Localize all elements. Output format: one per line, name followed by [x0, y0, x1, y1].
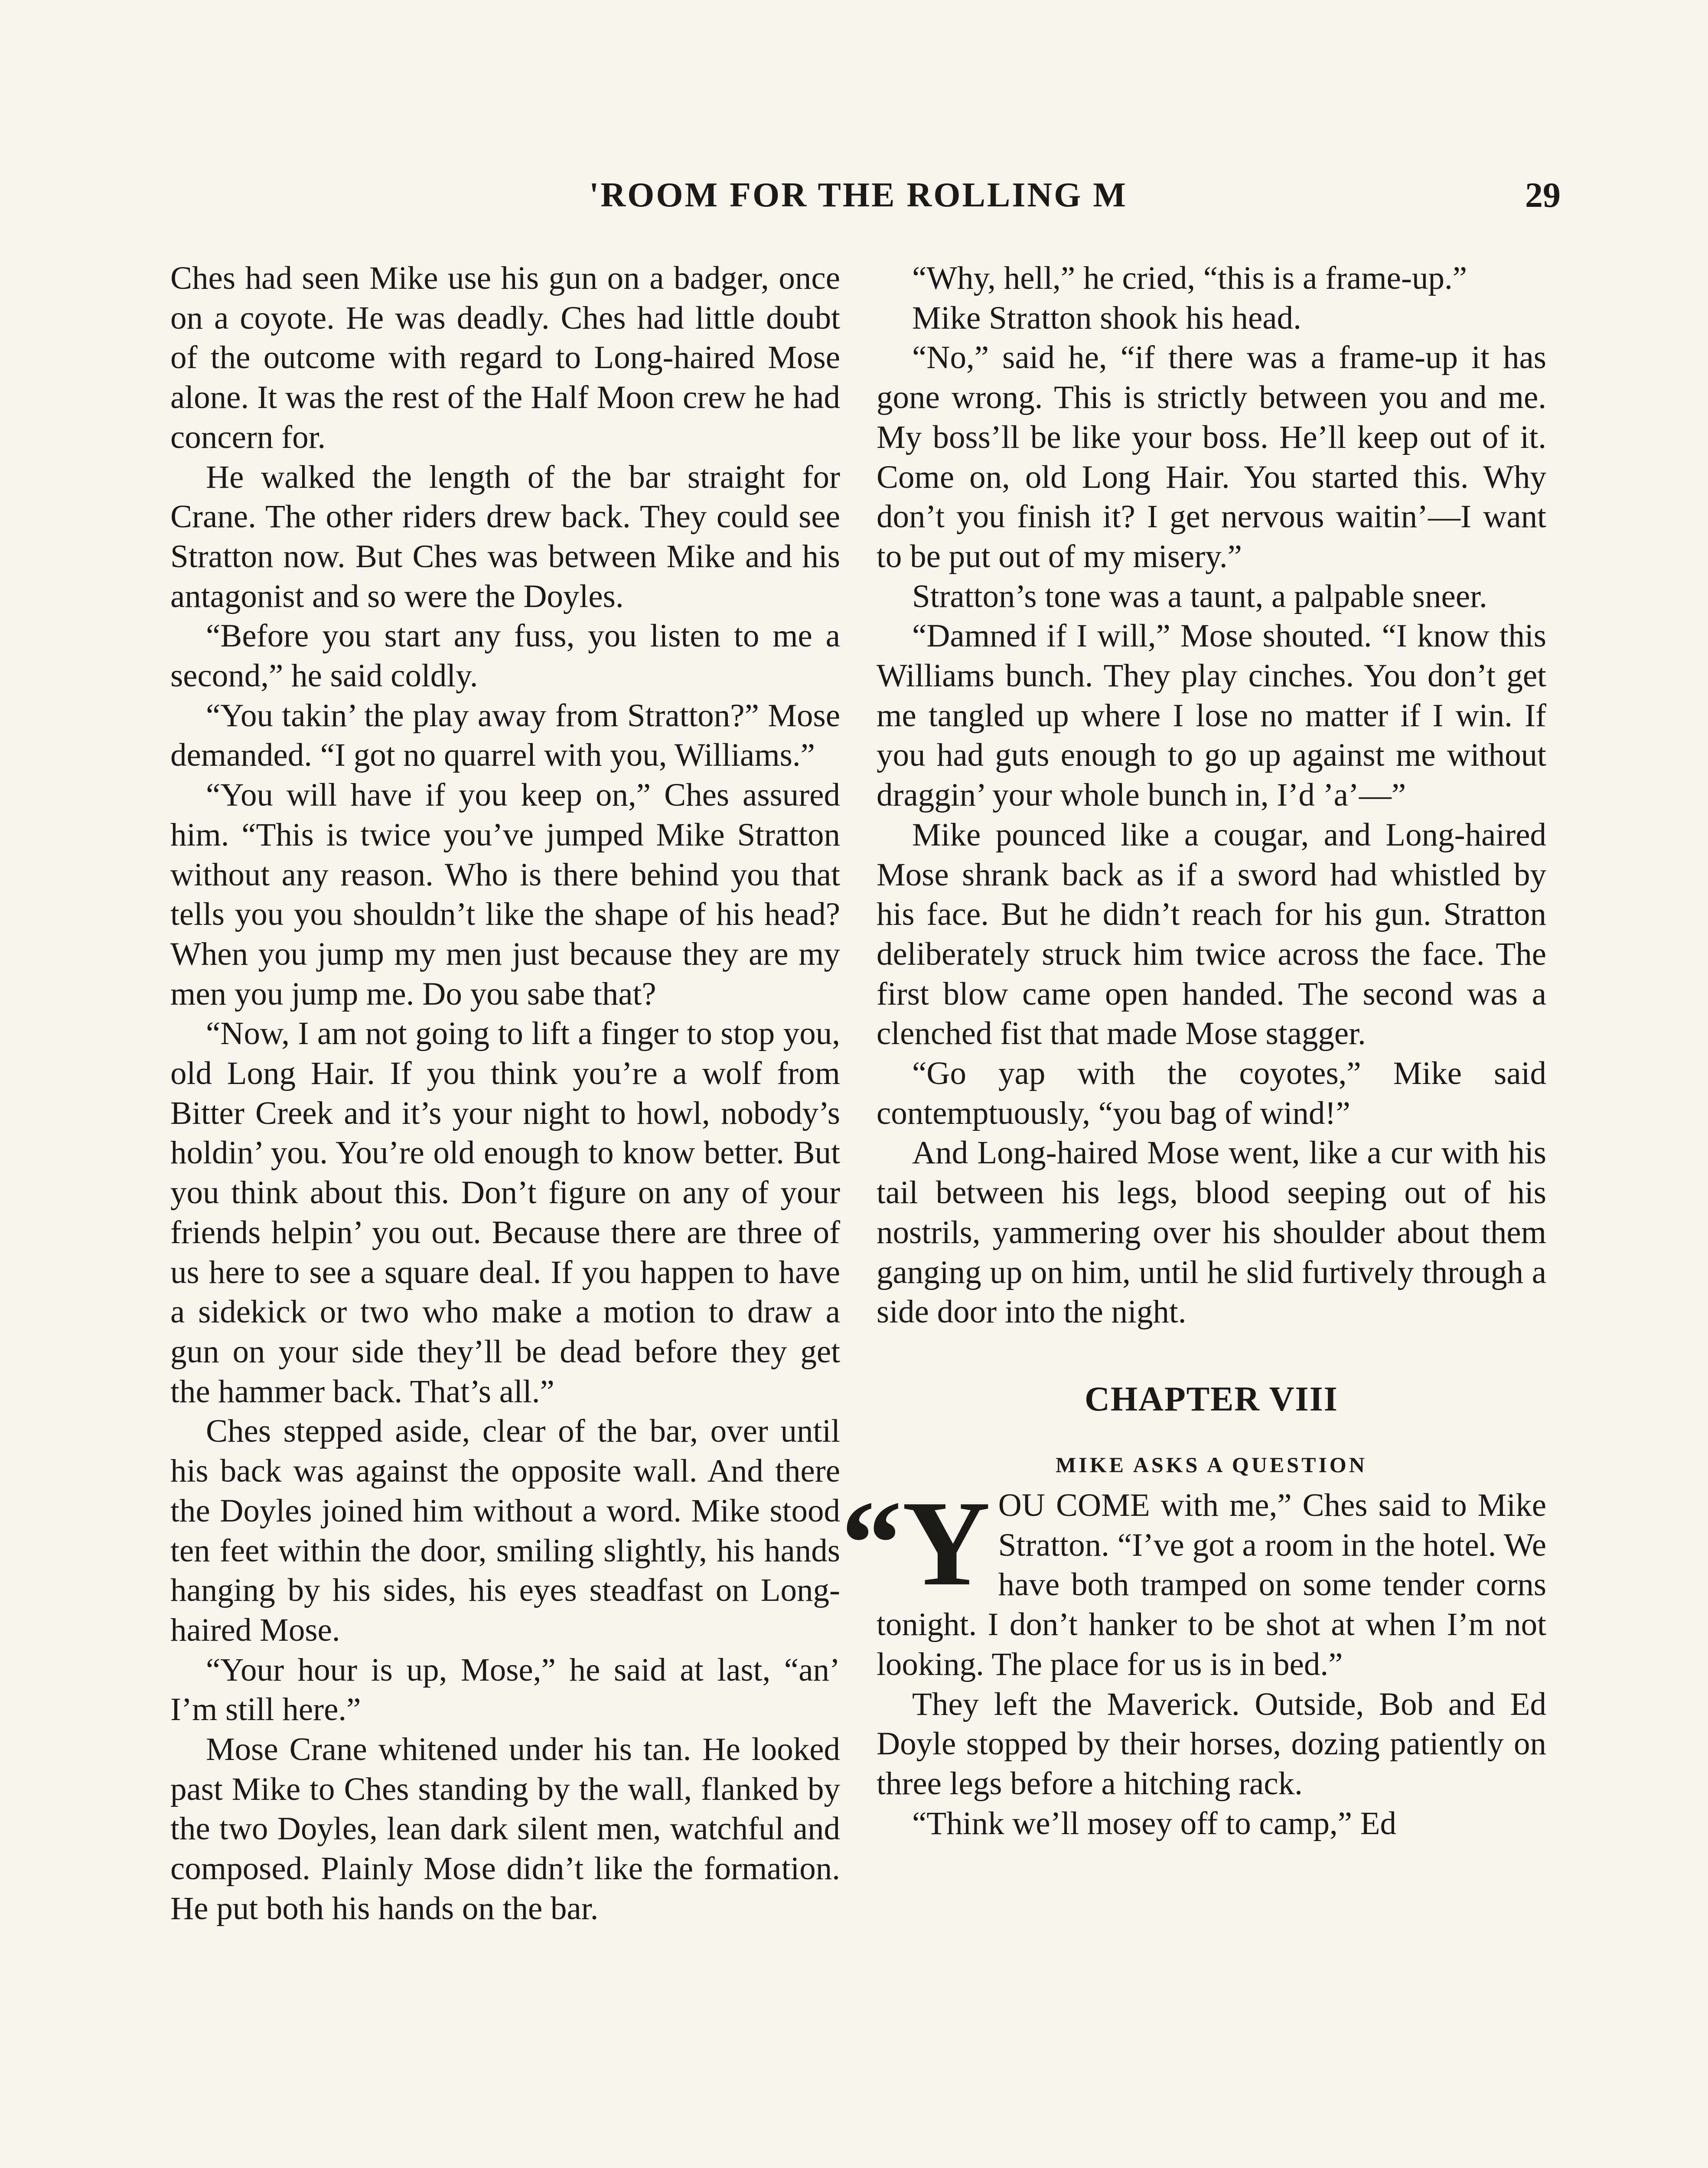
drop-cap	[841, 1475, 991, 1611]
chapter-opening-text: OU COME with me,” Ches said to Mike Stratton. “I’ve got a room in the hotel. We have both tramped on some tender corns tonight. I don’t hanker to be shot at when I’m not looking. The place for us is in bed.”	[877, 1487, 1546, 1682]
chapter-opening-paragraph	[841, 1475, 1546, 1685]
drop-cap-letter: Y	[902, 1475, 991, 1611]
paragraph: “You will have if you keep on,” Ches assured him. “This is twice you’ve jumped Mike Stratton without any reason. Who is there behind you that tells you you shouldn’t like the shape of his head? When you jump my men just because they are my men you jump me. Do you sabe that?	[170, 777, 840, 1012]
paragraph: Mose Crane whitened under his tan. He looked past Mike to Ches standing by the wall, flanked by the two Doyles, lean dark silent men, watchful and composed. Plainly Mose didn’t like the formation. He put both his hands on the bar.	[170, 1731, 840, 1926]
paragraph: “Damned if I will,” Mose shouted. “I know this Williams bunch. They play cinches. You don’t get me tangled up where I lose no matter if I win. If you had guts enough to go up against me without draggin’ your whole bunch in, I’d ’a’—”	[877, 618, 1546, 813]
paragraph: “Now, I am not going to lift a finger to stop you, old Long Hair. If you think you’re a wolf from Bitter Creek and it’s your night to howl, nobody’s holdin’ you. You’re old enough to know better. But you think about this. Don’t figure on any of your friends helpin’ you out. Because there are three of us here to see a square deal. If you happen to have a sidekick or two who make a motion to draw a gun on your side they’ll be dead before they get the hammer back. That’s all.”	[170, 1015, 840, 1410]
paragraph: He walked the length of the bar straight for Crane. The other riders drew back. They could see Stratton now. But Ches was between Mike and his antagonist and so were the Doyles.	[170, 459, 840, 614]
running-head	[0, 171, 1708, 219]
paragraph: Stratton’s tone was a taunt, a palpable sneer.	[912, 578, 1487, 614]
chapter-subtitle: MIKE ASKS A QUESTION	[1056, 1452, 1367, 1477]
paragraph: “Before you start any fuss, you listen to me a second,” he said coldly.	[170, 618, 840, 694]
paragraph: “Go yap with the coyotes,” Mike said contemptuously, “you bag of wind!”	[877, 1055, 1546, 1131]
right-column	[841, 258, 1546, 1843]
paragraph: Mike pounced like a cougar, and Long-haired Mose shrank back as if a sword had whistled by his face. But he didn’t reach for his gun. Stratton deliberately struck him twice across the face. The first blow came open handed. The second was a clenched fist that made Mose stagger.	[877, 816, 1546, 1052]
drop-cap-quote: “	[841, 1475, 902, 1611]
running-title: 'ROOM FOR THE ROLLING M	[589, 176, 1128, 214]
paragraph: “Why, hell,” he cried, “this is a frame-up.”	[912, 260, 1467, 296]
page-number: 29	[1525, 175, 1561, 215]
paragraph: “Think we’ll mosey off to camp,” Ed	[912, 1805, 1397, 1841]
paragraph: Mike Stratton shook his head.	[912, 300, 1301, 336]
paragraph: They left the Maverick. Outside, Bob and Ed Doyle stopped by their horses, dozing patiently on three legs before a hitching rack.	[877, 1686, 1546, 1802]
paragraph: “No,” said he, “if there was a frame-up it has gone wrong. This is strictly between you and me. My boss’ll be like your boss. He’ll keep out of it. Come on, old Long Hair. You started this. Why don’t you finish it? I get nervous waitin’—I want to be put out of my misery.”	[877, 340, 1546, 575]
chapter-heading: CHAPTER VIII	[1085, 1380, 1338, 1418]
paragraph: “Your hour is up, Mose,” he said at last, “an’ I’m still here.”	[170, 1652, 840, 1728]
paragraph: Ches stepped aside, clear of the bar, over until his back was against the opposite wall. And there the Doyles joined him without a word. Mike stood ten feet within the door, smiling slightly, his hands hanging by his sides, his eyes steadfast on Long-haired Mose.	[170, 1413, 840, 1648]
left-column	[170, 258, 840, 1929]
paragraph: Ches had seen Mike use his gun on a badger, once on a coyote. He was deadly. Ches had little doubt of the outcome with regard to Long-haired Mose alone. It was the rest of the Half Moon crew he had concern for.	[170, 260, 840, 455]
paragraph: And Long-haired Mose went, like a cur with his tail between his legs, blood seeping out of his nostrils, yammering over his shoulder about them ganging up on him, until he slid furtively through a side door into the night.	[877, 1135, 1546, 1330]
paragraph: “You takin’ the play away from Stratton?” Mose demanded. “I got no quarrel with you, Williams.”	[170, 697, 840, 774]
